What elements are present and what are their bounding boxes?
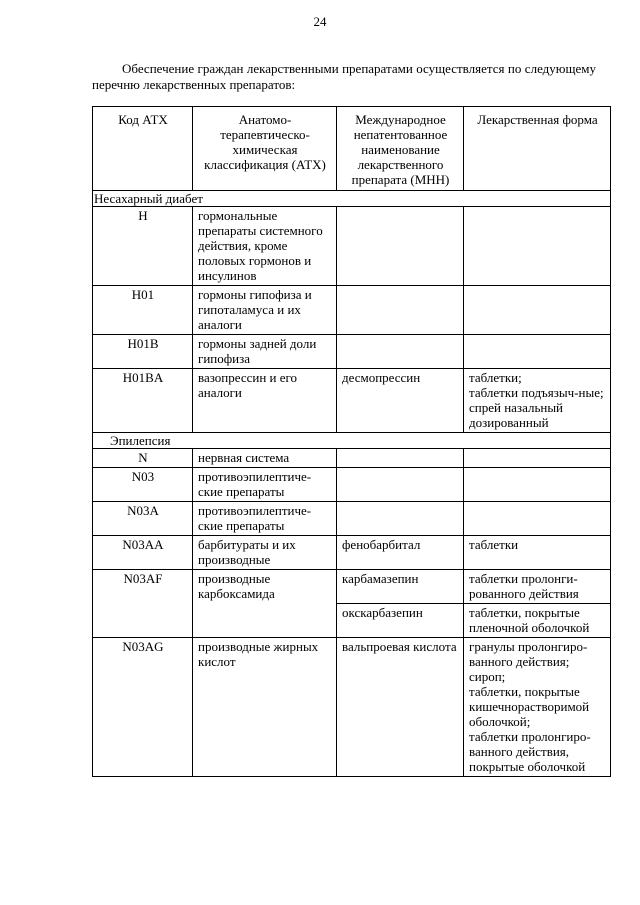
- cell-form: [464, 207, 611, 286]
- drug-list-table: [92, 106, 611, 777]
- table-row: [93, 335, 611, 369]
- cell-inn: [337, 286, 464, 335]
- section-title: Эпилепсия: [93, 433, 611, 449]
- cell-inn: десмопрессин: [337, 369, 464, 433]
- cell-code: H: [93, 207, 193, 286]
- cell-classification: нервная система: [193, 449, 337, 468]
- cell-classification: гормоны гипофиза и гипоталамуса и их аналоги: [193, 286, 337, 335]
- cell-form: таблетки пролонги-рованного действия: [464, 570, 611, 604]
- cell-classification: производные карбоксамида: [193, 570, 337, 638]
- cell-code: N03A: [93, 502, 193, 536]
- table-row: [93, 468, 611, 502]
- cell-classification: барбитураты и их производные: [193, 536, 337, 570]
- cell-inn: [337, 335, 464, 369]
- table-row: [93, 207, 611, 286]
- cell-inn: [337, 468, 464, 502]
- cell-code: N03AG: [93, 638, 193, 777]
- cell-inn: окскарбазепин: [337, 604, 464, 638]
- header-code: Код АТХ: [93, 107, 193, 191]
- cell-code: H01B: [93, 335, 193, 369]
- cell-form: таблетки; таблетки подъязыч-ные; спрей назальный дозированный: [464, 369, 611, 433]
- section-row: [93, 191, 611, 207]
- table-row: [93, 536, 611, 570]
- cell-code: N03AF: [93, 570, 193, 638]
- cell-classification: противоэпилептиче-ские препараты: [193, 502, 337, 536]
- cell-form: таблетки: [464, 536, 611, 570]
- cell-form: [464, 468, 611, 502]
- cell-classification: гормональные препараты системного действия, кроме половых гормонов и инсулинов: [193, 207, 337, 286]
- cell-inn: карбамазепин: [337, 570, 464, 604]
- cell-form: гранулы пролонгиро-ванного действия; сироп; таблетки, покрытые кишечнорастворимой оболочкой; таблетки пролонгиро-ванного действия, покрытые оболочкой: [464, 638, 611, 777]
- cell-classification: производные жирных кислот: [193, 638, 337, 777]
- table-row: [93, 369, 611, 433]
- table-header-row: [93, 107, 611, 191]
- cell-code: N: [93, 449, 193, 468]
- table-row: [93, 449, 611, 468]
- table-row: [93, 638, 611, 777]
- page-number: 24: [313, 14, 327, 29]
- cell-code: N03AA: [93, 536, 193, 570]
- cell-code: H01: [93, 286, 193, 335]
- cell-form: [464, 502, 611, 536]
- table-row: [93, 502, 611, 536]
- cell-form: таблетки, покрытые пленочной оболочкой: [464, 604, 611, 638]
- intro-paragraph: Обеспечение граждан лекарственными препаратами осуществляется по следующему перечню лекарственных препаратов:: [92, 61, 596, 92]
- header-classification: Анатомо-терапевтическо-химическая классификация (АТХ): [193, 107, 337, 191]
- section-title: Несахарный диабет: [93, 191, 611, 207]
- cell-inn: фенобарбитал: [337, 536, 464, 570]
- header-inn: Международное непатентованное наименование лекарственного препарата (МНН): [337, 107, 464, 191]
- cell-form: [464, 449, 611, 468]
- table-row: [93, 286, 611, 335]
- cell-form: [464, 335, 611, 369]
- cell-form: [464, 286, 611, 335]
- cell-code: N03: [93, 468, 193, 502]
- cell-classification: вазопрессин и его аналоги: [193, 369, 337, 433]
- table-row: [93, 570, 611, 604]
- cell-inn: [337, 207, 464, 286]
- cell-classification: противоэпилептиче-ские препараты: [193, 468, 337, 502]
- header-form: Лекарственная форма: [464, 107, 611, 191]
- cell-inn: вальпроевая кислота: [337, 638, 464, 777]
- cell-inn: [337, 502, 464, 536]
- cell-code: H01BA: [93, 369, 193, 433]
- section-row: [93, 433, 611, 449]
- cell-classification: гормоны задней доли гипофиза: [193, 335, 337, 369]
- cell-inn: [337, 449, 464, 468]
